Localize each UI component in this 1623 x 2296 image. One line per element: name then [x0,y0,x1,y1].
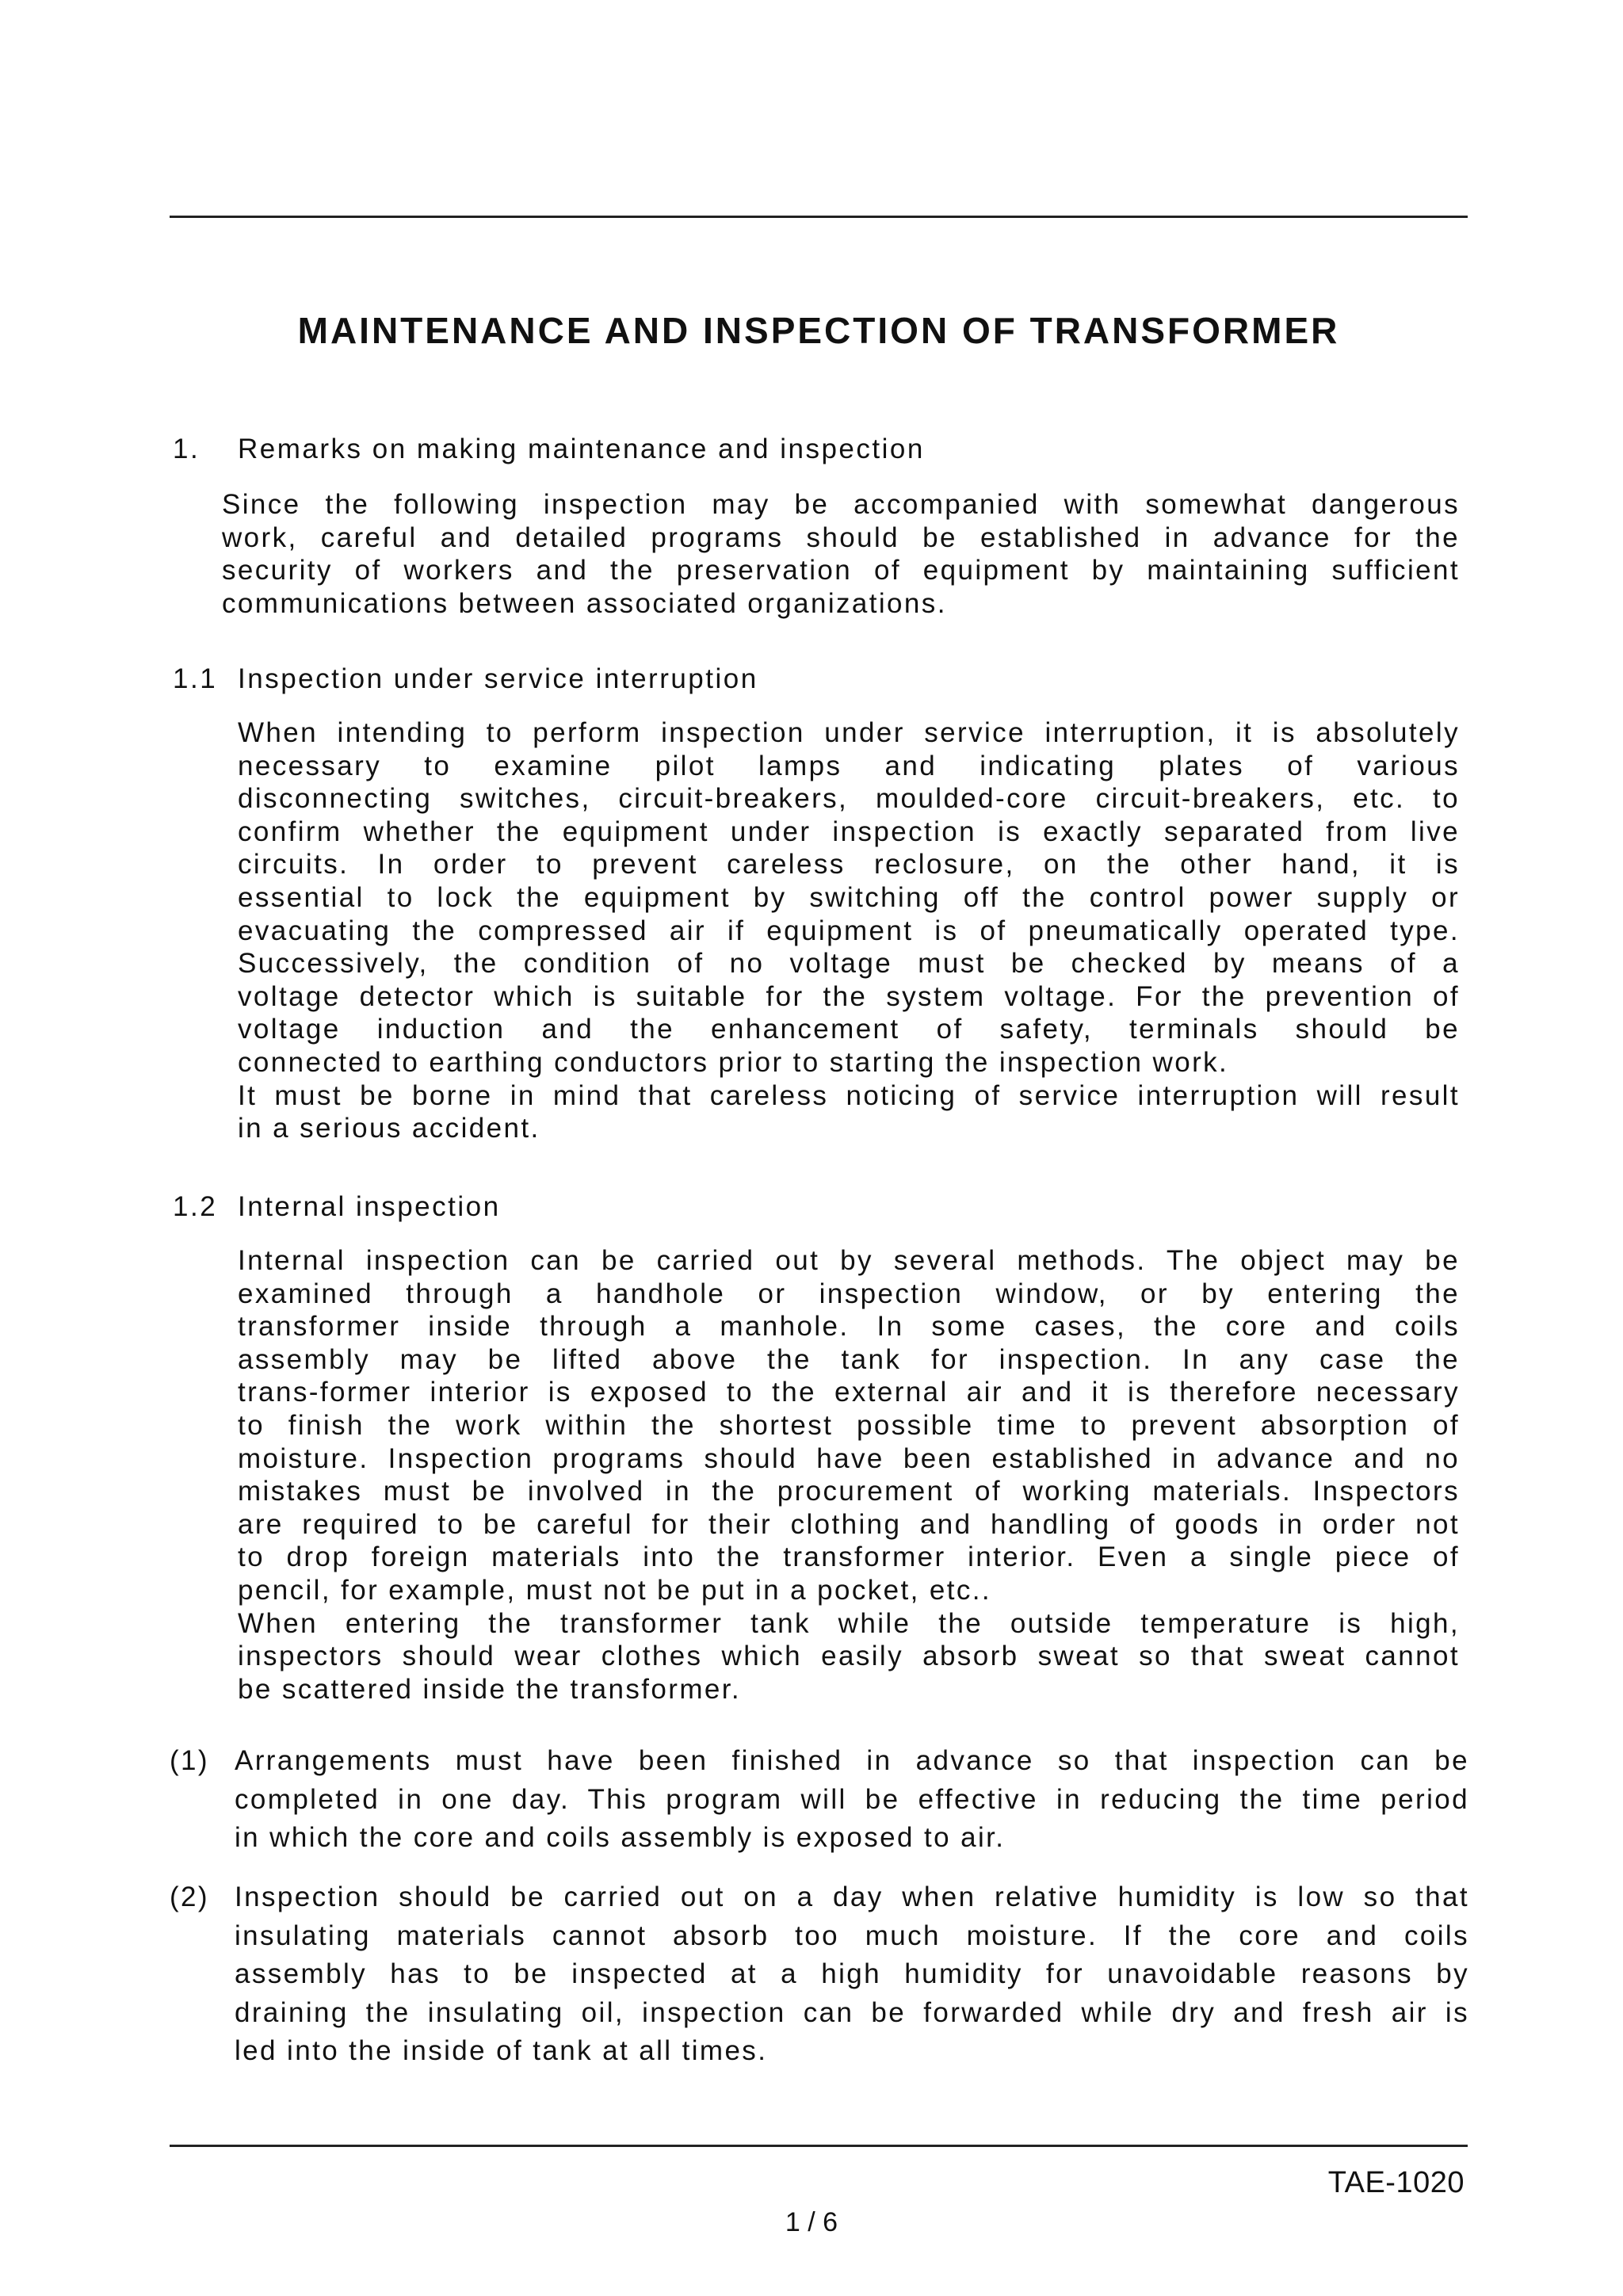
section-1-2-heading [173,1190,501,1224]
paragraph-line: completed in one day. This program will be effective in reducing the time period [235,1783,1469,1815]
section-1-heading [173,433,925,466]
paragraph-line: moisture. Inspection programs should have been established in advance and no [238,1442,1460,1474]
paragraph-line: inspectors should wear clothes which easily absorb sweat so that sweat cannot [238,1641,1460,1672]
list-item-marker: (1) [170,1745,209,1776]
paragraph-line: Since the following inspection may be accompanied with somewhat dangerous [222,489,1460,520]
page-number: 1 / 6 [785,2207,838,2237]
paragraph-line: pencil, for example, must not be put in a pocket, etc.. [238,1574,992,1606]
paragraph-line: Successively, the condition of no voltage must be checked by means of a [238,948,1460,980]
paragraph-line: transformer inside through a manhole. In some cases, the core and coils [238,1311,1460,1343]
paragraph-line: to finish the work within the shortest possible time to prevent absorption of [238,1409,1460,1441]
paragraph-line: necessary to examine pilot lamps and indicating plates of various [238,750,1460,781]
paragraph-line: circuits. In order to prevent careless reclosure, on the other hand, it is [238,849,1460,881]
section-1-1-title: Inspection under service interruption [238,663,758,694]
paragraph-line: confirm whether the equipment under inspection is exactly separated from live [238,816,1460,847]
paragraph-line: work, careful and detailed programs should be established in advance for the [222,521,1460,553]
paragraph-line: Inspection should be carried out on a day when relative humidity is low so that [235,1881,1469,1912]
paragraph-line: to drop foreign materials into the transformer interior. Even a single piece of [238,1541,1460,1573]
list-item-marker: (2) [170,1881,209,1912]
paragraph-line: voltage induction and the enhancement of safety, terminals should be [238,1014,1460,1045]
paragraph-line: When intending to perform inspection under service interruption, it is absolutely [238,717,1460,748]
section-1-2-title: Internal inspection [238,1191,501,1222]
paragraph-line: examined through a handhole or inspection window, or by entering the [238,1278,1460,1309]
footer-rule [170,2145,1468,2147]
paragraph-line: evacuating the compressed air if equipment is of pneumatically operated type. [238,915,1460,946]
paragraph-line: disconnecting switches, circuit-breakers, moulded-core circuit-breakers, etc. to [238,783,1460,815]
section-1-1-heading [173,663,758,696]
paragraph-line: draining the insulating oil, inspection can be forwarded while dry and fresh air is [235,1996,1469,2028]
paragraph-line: mistakes must be involved in the procurement of working materials. Inspectors [238,1476,1460,1507]
paragraph-line: essential to lock the equipment by switching off the control power supply or [238,881,1460,913]
paragraph-line: be scattered inside the transformer. [238,1673,742,1705]
section-1-1-paragraph [238,716,1460,1145]
section-1-paragraph [222,488,1460,620]
paragraph-line: connected to earthing conductors prior to starting the inspection work. [238,1046,1229,1078]
paragraph-line: led into the inside of tank at all times. [235,2035,768,2067]
paragraph-line: It must be borne in mind that careless noticing of service interruption will result [238,1079,1460,1111]
section-1-title: Remarks on making maintenance and inspection [238,434,925,464]
section-1-2-number: 1.2 [173,1191,218,1222]
paragraph-line: Internal inspection can be carried out by several methods. The object may be [238,1245,1460,1276]
paragraph-line: voltage detector which is suitable for the system voltage. For the prevention of [238,980,1460,1012]
paragraph-line: in which the core and coils assembly is exposed to air. [235,1822,1006,1854]
paragraph-line: in a serious accident. [238,1113,540,1144]
section-1-1-number: 1.1 [173,663,218,694]
paragraph-line: Arrangements must have been finished in advance so that inspection can be [235,1745,1469,1776]
paragraph-line: When entering the transformer tank while the outside temperature is high, [238,1607,1460,1639]
paragraph-line: communications between associated organizations. [222,587,947,619]
paragraph-line: insulating materials cannot absorb too much moisture. If the core and coils [235,1920,1469,1951]
document-id: TAE-1020 [1327,2166,1465,2199]
paragraph-line: are required to be careful for their clothing and handling of goods in order not [238,1508,1460,1540]
document-title: MAINTENANCE AND INSPECTION OF TRANSFORMER [297,310,1340,351]
paragraph-line: trans-former interior is exposed to the external air and it is therefore necessary [238,1377,1460,1408]
section-1-2-paragraph [238,1244,1460,1706]
paragraph-line: assembly may be lifted above the tank for inspection. In any case the [238,1343,1460,1375]
list-item-body [235,1878,1469,2071]
header-rule [170,216,1468,218]
section-1-number: 1. [173,434,200,464]
paragraph-line: security of workers and the preservation of equipment by maintaining sufficient [222,555,1460,586]
paragraph-line: assembly has to be inspected at a high humidity for unavoidable reasons by [235,1958,1469,1990]
list-item-body [235,1742,1469,1858]
